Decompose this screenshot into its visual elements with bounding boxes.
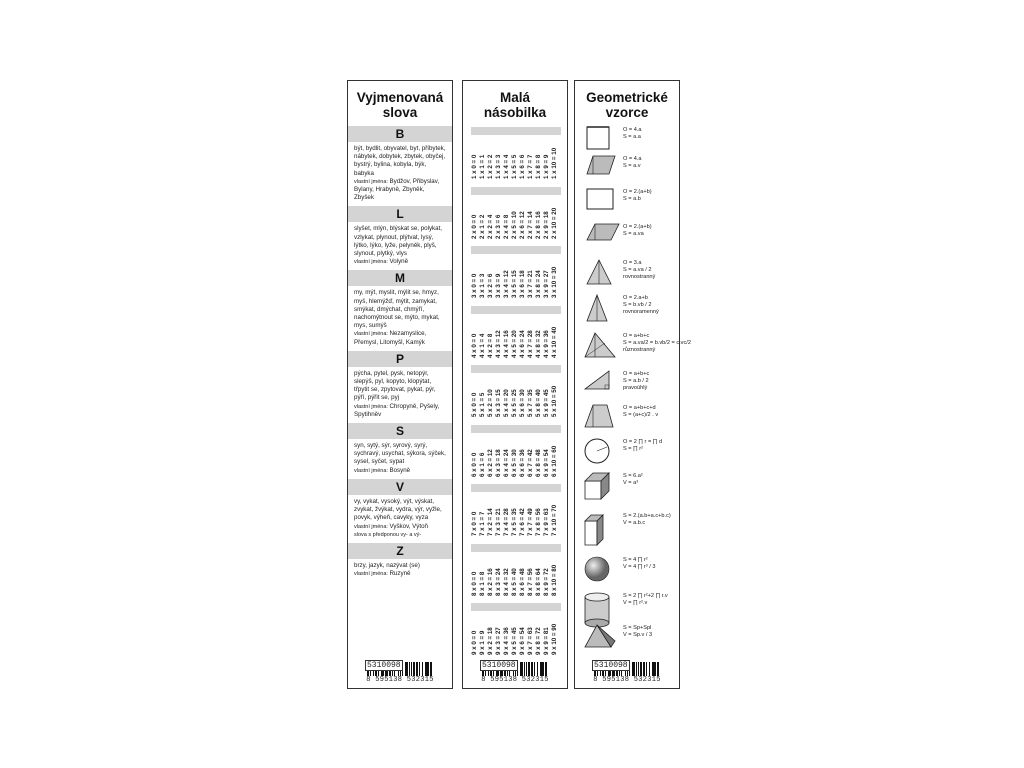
table-line: 2 x 2 = 4	[487, 214, 494, 239]
formula-line: S = 2 ∏ r²+2 ∏ r.v	[623, 593, 668, 599]
formula-line: S = a.va / 2	[623, 267, 652, 273]
table-line: 9 x 10 = 90	[551, 623, 558, 655]
table-line: 2 x 5 = 10	[511, 210, 518, 239]
formula-line: S = 2.(a.b+a.c+b.c)	[623, 513, 671, 519]
formula-line: V = 4 ∏ r³ / 3	[623, 564, 656, 570]
table-line: 7 x 0 = 0	[471, 511, 478, 536]
barcode	[350, 660, 450, 684]
formula-13	[579, 555, 677, 589]
multiplication-table-2	[471, 187, 561, 239]
table-line: 2 x 7 = 14	[527, 210, 534, 239]
proper-names-list: Bydžov, Přibyslav, Bylany, Hrabyně, Zbyněk, Zbyšek	[354, 177, 440, 202]
table-line: 3 x 10 = 30	[551, 266, 558, 298]
table-line: 2 x 6 = 12	[519, 210, 526, 239]
table-line: 2 x 8 = 16	[535, 210, 542, 239]
table-line: 7 x 8 = 56	[535, 508, 542, 536]
formula-line: pravoúhlý	[623, 385, 648, 391]
bookmark-geometricke-vzorce	[574, 80, 691, 689]
table-line: 8 x 5 = 40	[511, 567, 518, 596]
proper-names-list: Ruzyně	[389, 570, 411, 578]
section-b	[348, 126, 452, 202]
table-line: 7 x 10 = 70	[551, 504, 558, 536]
formula-line: O = a+b+c+d	[623, 405, 656, 411]
formula-line: S = a.v	[623, 163, 641, 169]
word-list: brzy, jazyk, nazývat (se)	[354, 561, 420, 569]
table-line: 4 x 1 = 4	[479, 333, 486, 358]
table-line: 8 x 8 = 64	[535, 567, 542, 596]
word-list: pýcha, pytel, pysk, netopýr, slepýš, pyl, kopyto, klopýtat, třpytit se, zpytovat, pykat, pýr, pýří, pýřit se, pyj	[354, 369, 436, 402]
formula-line: rovnostranný	[623, 274, 656, 280]
section-words	[348, 286, 452, 346]
bookmark-vyjmenovana-slova	[347, 80, 453, 689]
table-line: 5 x 8 = 40	[535, 389, 542, 417]
ean-code: 8 595138 532315	[366, 676, 434, 684]
table-line: 6 x 5 = 30	[511, 448, 518, 477]
proper-names-label: vlastní jména:	[354, 178, 390, 185]
table-line: 7 x 7 = 49	[527, 508, 534, 536]
formula-line: O = 2.(a+b)	[623, 189, 652, 195]
table-line: 9 x 3 = 27	[495, 627, 502, 655]
table-line: 5 x 7 = 35	[527, 389, 534, 417]
table-line: 3 x 8 = 24	[535, 270, 542, 298]
table-line: 3 x 5 = 15	[511, 270, 518, 298]
proper-names	[354, 467, 446, 475]
table-line: 3 x 2 = 6	[487, 273, 494, 298]
table-line: 4 x 5 = 20	[511, 329, 518, 358]
table-line: 5 x 9 = 45	[543, 389, 550, 417]
section-words	[348, 439, 452, 475]
proper-names	[354, 258, 446, 266]
product-number: 5310098	[367, 661, 401, 670]
table-line: 4 x 8 = 32	[535, 329, 542, 358]
barcode-stripe	[547, 662, 548, 676]
formula-8	[579, 369, 677, 403]
table-line: 8 x 10 = 80	[551, 564, 558, 596]
table-line: 4 x 2 = 8	[487, 333, 494, 358]
table-line: 6 x 0 = 0	[471, 452, 478, 477]
table-line: 4 x 6 = 24	[519, 329, 526, 358]
word-list: my, mýt, myslit, mýlit se, hmyz, myš, hlemýžď, mýtit, zamykat, smýkat, dmýchat, chmýří, nachomýtnout se, mýto, mykat, mys, sumýš	[354, 289, 440, 330]
ean-code: 8 595138 532315	[593, 676, 661, 684]
table-line: 9 x 4 = 36	[503, 627, 510, 655]
card-title	[575, 90, 679, 120]
table-line: 1 x 2 = 2	[487, 154, 494, 179]
formula-line: V = a.b.c	[623, 520, 646, 526]
table-line: 2 x 10 = 20	[551, 207, 558, 239]
table-line: 5 x 3 = 15	[495, 389, 502, 417]
table-line: 1 x 4 = 4	[503, 154, 510, 179]
multiplication-table-3	[471, 246, 561, 298]
table-line: 9 x 9 = 81	[543, 627, 550, 655]
proper-names-list: Vyškov, Výtoň	[389, 522, 428, 530]
multiplication-table-8	[471, 544, 561, 596]
section-words	[348, 495, 452, 539]
table-line: 8 x 4 = 32	[503, 567, 510, 596]
formula-line: O = a+b+c	[623, 333, 650, 339]
table-line: 6 x 10 = 60	[551, 445, 558, 477]
proper-names-label: vlastní jména:	[354, 403, 390, 410]
table-line: 7 x 5 = 35	[511, 508, 518, 536]
table-line: 2 x 4 = 8	[503, 214, 510, 239]
formula-line: S = (a+c)/2 . v	[623, 412, 659, 418]
section-letter: Z	[348, 543, 452, 559]
section-m	[348, 270, 452, 346]
prefix-note: slova s předponou vy- a vý-	[354, 531, 422, 538]
formula-line: O = 2.(a+b)	[623, 224, 652, 230]
formula-line: S = a.b / 2	[623, 378, 649, 384]
table-line: 7 x 1 = 7	[479, 511, 486, 536]
word-list: slyšet, mlýn, blýskat se, polykat, vzlykat, plynout, plýtvat, lysý, lýtko, lýko, lyže, pelyněk, plyš, slynout, plytký, vlys	[354, 225, 443, 258]
section-words	[348, 559, 452, 578]
table-line: 9 x 6 = 54	[519, 627, 526, 655]
table-line: 5 x 1 = 5	[479, 392, 486, 417]
table-line: 1 x 10 = 10	[551, 147, 558, 179]
formula-9	[579, 403, 677, 437]
section-letter: B	[348, 126, 452, 142]
table-line: 3 x 7 = 21	[527, 270, 534, 298]
table-line: 9 x 8 = 72	[535, 627, 542, 655]
proper-names	[354, 330, 446, 346]
table-line: 4 x 9 = 36	[543, 329, 550, 358]
formula-12	[579, 511, 677, 545]
section-words	[348, 367, 452, 419]
proper-names-label: vlastní jména:	[354, 523, 390, 530]
section-letter: L	[348, 206, 452, 222]
formula-line: O = 4.a	[623, 127, 642, 133]
table-line: 1 x 0 = 0	[471, 154, 478, 179]
table-line: 3 x 0 = 0	[471, 273, 478, 298]
ean-code: 8 595138 532315	[481, 676, 549, 684]
title-line-1: Malá	[499, 90, 530, 105]
proper-names	[354, 178, 446, 203]
table-line: 6 x 2 = 12	[487, 448, 494, 477]
title-line-1: Geometrické	[586, 90, 668, 105]
table-line: 3 x 3 = 9	[495, 273, 502, 298]
table-line: 9 x 0 = 0	[471, 630, 478, 655]
word-list: být, bydlit, obyvatel, byt, příbytek, nábytek, dobytek, zbytek, obyčej, bystrý, bylina, kobyla, býk, babyka	[354, 145, 446, 177]
title-line-1: Vyjmenovaná	[356, 90, 444, 105]
table-line: 2 x 1 = 2	[479, 214, 486, 239]
formula-line: O = 4.a	[623, 156, 642, 162]
table-line: 3 x 1 = 3	[479, 273, 486, 298]
proper-names-label: vlastní jména:	[354, 467, 390, 474]
formula-7	[579, 331, 691, 365]
table-line: 1 x 8 = 8	[535, 154, 542, 179]
table-line: 8 x 7 = 56	[527, 567, 534, 596]
table-line: 4 x 0 = 0	[471, 333, 478, 358]
section-words	[348, 142, 452, 202]
word-list: vy, vykat, vysoký, výt, výskat, zvykat, žvýkat, vydra, výr, vyžle, povyk, výheň, cavyky, vyza	[354, 497, 442, 522]
proper-names	[354, 570, 446, 578]
formula-line: různostranný	[623, 347, 656, 353]
formula-line: O = 2.a+b	[623, 295, 648, 301]
formula-line: S = b.vb / 2	[623, 302, 652, 308]
formula-line: S = a.b	[623, 196, 641, 202]
formula-line: O = 2 ∏ r = ∏ d	[623, 439, 663, 445]
table-line: 5 x 5 = 25	[511, 389, 518, 417]
table-line: 5 x 0 = 0	[471, 392, 478, 417]
title-line-2: vzorce	[605, 105, 649, 120]
bookmark-mala-nasobilka	[462, 80, 568, 689]
table-line: 6 x 6 = 36	[519, 448, 526, 477]
table-line: 6 x 8 = 48	[535, 448, 542, 477]
multiplication-table-9	[471, 603, 561, 655]
formula-3	[579, 187, 677, 221]
table-line: 2 x 3 = 6	[495, 214, 502, 239]
product-number: 5310098	[594, 661, 628, 670]
table-line: 3 x 4 = 12	[503, 270, 510, 298]
formula-14	[579, 591, 677, 625]
card-title	[463, 90, 567, 120]
table-line: 5 x 10 = 50	[551, 385, 558, 417]
section-letter: S	[348, 423, 452, 439]
proper-names-list: Bosyně	[389, 466, 411, 474]
proper-names-list: Nezamyslice, Přemysl, Litomyšl, Kamýk	[354, 330, 427, 346]
formula-6	[579, 293, 677, 327]
barcode	[577, 660, 677, 684]
table-line: 4 x 3 = 12	[495, 329, 502, 358]
formula-line: V = ∏ r².v	[623, 600, 648, 606]
formula-line: V = Sp.v / 3	[623, 632, 653, 638]
table-line: 1 x 5 = 5	[511, 154, 518, 179]
multiplication-table-1	[471, 127, 561, 179]
barcode-stripe	[659, 662, 660, 676]
table-line: 8 x 1 = 8	[479, 571, 486, 596]
table-line: 9 x 1 = 9	[479, 630, 486, 655]
table-line: 1 x 9 = 9	[543, 154, 550, 179]
table-line: 9 x 5 = 45	[511, 627, 518, 655]
table-line: 7 x 4 = 28	[503, 508, 510, 536]
table-line: 8 x 2 = 16	[487, 567, 494, 596]
table-line: 6 x 4 = 24	[503, 448, 510, 477]
table-line: 6 x 1 = 6	[479, 452, 486, 477]
section-letter: M	[348, 270, 452, 286]
table-line: 4 x 4 = 16	[503, 329, 510, 358]
proper-names-label: vlastní jména:	[354, 571, 390, 578]
table-line: 9 x 2 = 18	[487, 627, 494, 655]
formula-line: rovnoramenný	[623, 309, 659, 315]
table-line: 1 x 7 = 7	[527, 154, 534, 179]
barcode-stripe	[432, 662, 433, 676]
section-l	[348, 206, 452, 266]
formula-line: V = a³	[623, 480, 639, 486]
proper-names-list: Volyně	[389, 258, 409, 266]
formula-2	[579, 154, 677, 188]
formula-line: S = a.a	[623, 134, 641, 140]
table-line: 2 x 0 = 0	[471, 214, 478, 239]
table-line: 7 x 9 = 63	[543, 508, 550, 536]
table-line: 1 x 3 = 3	[495, 154, 502, 179]
proper-names-list: Chropyně, Pyšely, Spytihněv	[354, 402, 440, 418]
section-z	[348, 543, 452, 578]
proper-names-label: vlastní jména:	[354, 331, 390, 338]
table-line: 3 x 6 = 18	[519, 270, 526, 298]
table-line: 6 x 9 = 54	[543, 448, 550, 477]
table-line: 6 x 7 = 42	[527, 448, 534, 477]
proper-names-label: vlastní jména:	[354, 259, 390, 266]
table-line: 7 x 6 = 42	[519, 508, 526, 536]
table-line: 4 x 7 = 28	[527, 329, 534, 358]
table-line: 5 x 6 = 30	[519, 389, 526, 417]
multiplication-table-4	[471, 306, 561, 358]
product-number: 5310098	[482, 661, 516, 670]
multiplication-table-6	[471, 425, 561, 477]
formula-4	[579, 222, 677, 256]
barcode	[465, 660, 565, 684]
formula-line: S = 6.a²	[623, 473, 643, 479]
multiplication-table-5	[471, 365, 561, 417]
title-line-2: násobilka	[483, 105, 547, 120]
formula-line: S = Sp+Spl	[623, 625, 652, 631]
formula-5	[579, 258, 677, 292]
table-line: 7 x 3 = 21	[495, 508, 502, 536]
card-title	[348, 90, 452, 120]
formula-line: O = a+b+c	[623, 371, 650, 377]
proper-names	[354, 523, 446, 531]
table-line: 1 x 1 = 1	[479, 154, 486, 179]
table-line: 1 x 6 = 6	[519, 154, 526, 179]
formula-line: S = a.va/2 = b.vb/2 = c.vc/2	[623, 340, 691, 346]
table-line: 8 x 6 = 48	[519, 567, 526, 596]
formula-line: S = 4 ∏ r²	[623, 557, 648, 563]
word-list: syn, sytý, sýr, syrový, syrý, sychravý, usychat, sýkora, sýček, sysel, syčet, sypat	[354, 442, 446, 466]
section-letter: V	[348, 479, 452, 495]
section-s	[348, 423, 452, 475]
table-line: 8 x 0 = 0	[471, 571, 478, 596]
multiplication-table-7	[471, 484, 561, 536]
section-v	[348, 479, 452, 539]
table-line: 9 x 7 = 63	[527, 627, 534, 655]
formula-line: S = a.va	[623, 231, 644, 237]
table-line: 5 x 4 = 20	[503, 389, 510, 417]
table-line: 7 x 2 = 14	[487, 508, 494, 536]
section-letter: P	[348, 351, 452, 367]
title-line-2: slova	[382, 105, 418, 120]
table-line: 8 x 9 = 72	[543, 567, 550, 596]
formula-11	[579, 471, 677, 505]
formula-15	[579, 623, 677, 657]
table-line: 2 x 9 = 18	[543, 210, 550, 239]
formula-line: O = 3.a	[623, 260, 642, 266]
formula-10	[579, 437, 677, 471]
section-words	[348, 222, 452, 266]
table-line: 5 x 2 = 10	[487, 389, 494, 417]
table-line: 3 x 9 = 27	[543, 270, 550, 298]
proper-names	[354, 403, 446, 419]
table-line: 4 x 10 = 40	[551, 326, 558, 358]
formula-line: S = ∏ r²	[623, 446, 643, 452]
section-p	[348, 351, 452, 419]
table-line: 6 x 3 = 18	[495, 448, 502, 477]
table-line: 8 x 3 = 24	[495, 567, 502, 596]
